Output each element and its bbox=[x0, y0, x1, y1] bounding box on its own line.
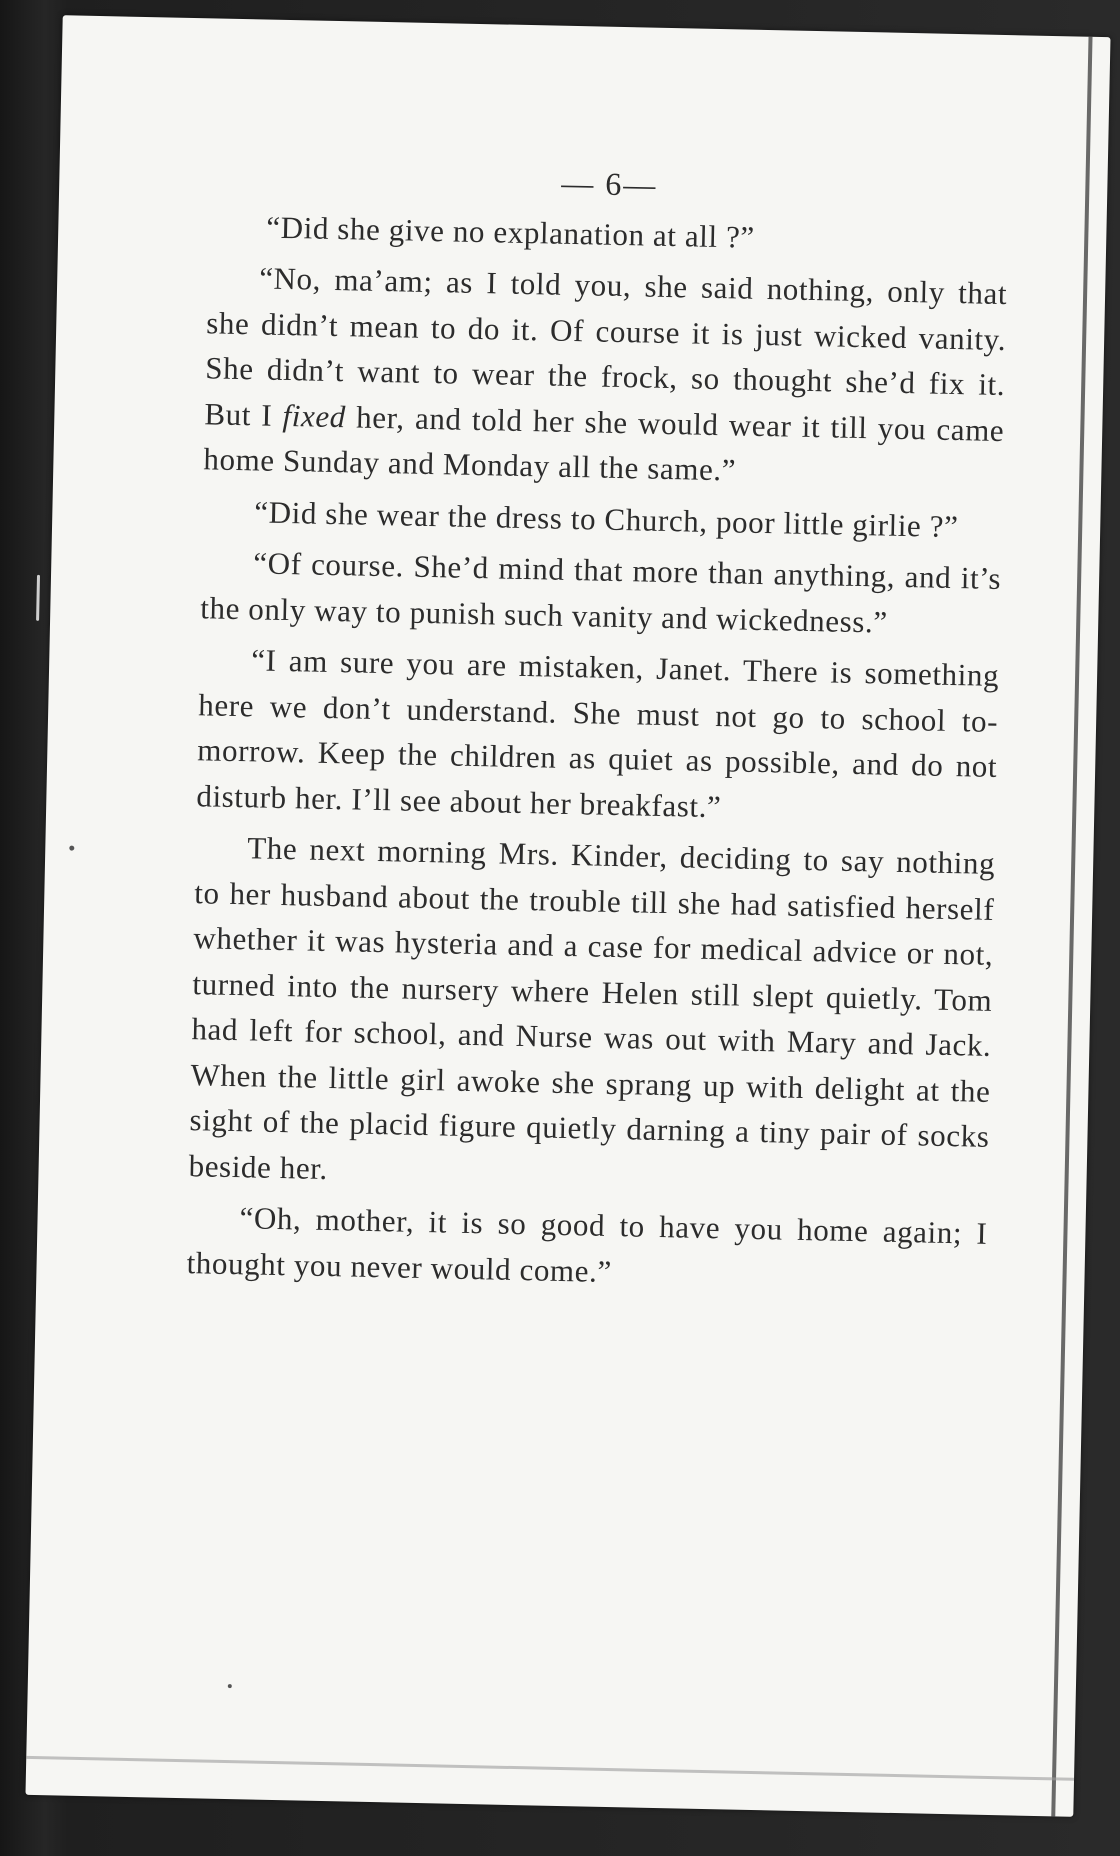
page-text bbox=[186, 153, 1010, 1308]
paragraph-2-italic: fixed bbox=[282, 397, 347, 434]
book-page bbox=[25, 15, 1110, 1817]
paragraph-3: “Did she wear the dress to Church, poor little girlie ?” bbox=[254, 493, 959, 544]
paragraph-4: “Of course. She’d mind that more than anything, and it’s the only way to punish such vanity and wickedness.” bbox=[200, 545, 1002, 640]
paragraph-2-after: her, and told her she would wear it till you came home Sunday and Monday all the same.” bbox=[203, 398, 1005, 488]
page-number: — 6— bbox=[560, 164, 658, 203]
paragraph-2-before: “No, ma’am; as I told you, she said nothing, only that she didn’t mean to do it. Of course it is just wicked vanity. She didn’t want to wear the frock, so thought she’d fix it. But I bbox=[204, 260, 1008, 433]
paragraph-2 bbox=[203, 254, 1008, 498]
paragraph-1: “Did she give no explanation at all ?” bbox=[266, 209, 756, 255]
scan-speck bbox=[69, 846, 74, 851]
page-bottom-edge bbox=[26, 1756, 1074, 1781]
paragraph-6: The next morning Mrs. Kinder, deciding to say nothing to her husband about the trouble till she had satisfied herself whether it was hysteria and a case for medical advice or not, turned into the nursery where Helen still slept quietly. Tom had left for school, and Nurse was out with Mary and Jack. When the little girl awoke she sprang up with delight at the sight of the placid figure quietly darning a tiny pair of socks beside her. bbox=[188, 830, 996, 1186]
paragraph-5: “I am sure you are mistaken, Janet. There is something here we don’t understand. She must not go to school to-morrow. Keep the children as quiet as possible, and do not disturb her. I’ll see about her breakfast.” bbox=[196, 642, 1000, 824]
scan-speck bbox=[228, 1684, 232, 1688]
paragraph-7: “Oh, mother, it is so good to have you home again; I thought you never would come.” bbox=[186, 1200, 988, 1289]
